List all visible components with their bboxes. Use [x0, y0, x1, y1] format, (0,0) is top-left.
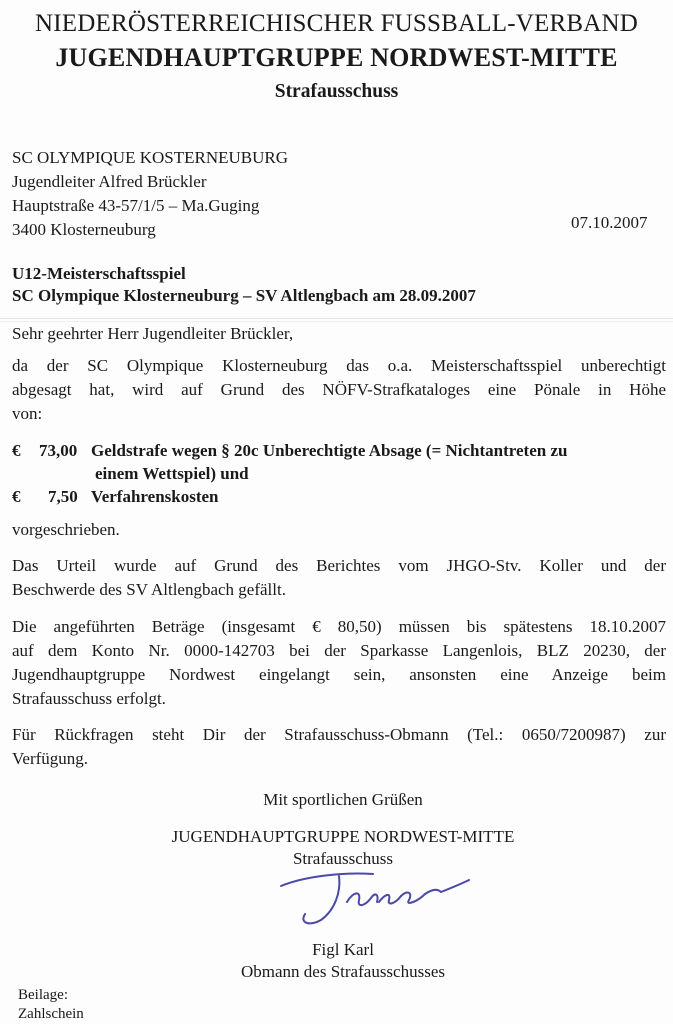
enclosure-label: Beilage:	[18, 987, 68, 1003]
text-line: auf dem Konto Nr. 0000-142703 bei der Sparkasse Langenlois, BLZ 20230, der	[12, 641, 666, 660]
fine-amount: 73,00	[39, 441, 78, 460]
signatory-name: Figl Karl	[312, 940, 374, 959]
recipient-line: Jugendleiter Alfred Brückler	[12, 172, 207, 191]
text-line: Strafausschuss erfolgt.	[12, 689, 166, 708]
header-association: NIEDERÖSTERREICHISCHER FUSSBALL-VERBAND	[35, 10, 638, 37]
closing-greeting: Mit sportlichen Grüßen	[263, 790, 423, 809]
text-line: Jugendhauptgruppe Nordwest eingelangt sein, ansonsten eine Anzeige beim	[12, 665, 666, 684]
fine-description: Geldstrafe wegen § 20c Unberechtigte Absage (= Nichtantreten zu	[91, 441, 568, 460]
text-line: Die angeführten Beträge (insgesamt € 80,50) müssen bis spätestens 18.10.2007	[12, 617, 666, 636]
closing-department: Strafausschuss	[292, 849, 394, 868]
enclosure-item: Zahlschein	[18, 1006, 84, 1022]
fold-line	[0, 321, 673, 322]
signature	[275, 862, 475, 932]
text-line: Das Urteil wurde auf Grund des Berichtes vom JHGO-Stv. Koller und der	[12, 556, 666, 575]
header-committee: Strafausschuss	[274, 81, 399, 102]
subject-line: U12-Meisterschaftsspiel	[12, 264, 186, 283]
fee-description: Verfahrenskosten	[91, 487, 219, 506]
closing-organisation: JUGENDHAUPTGRUPPE NORDWEST-MITTE	[171, 827, 515, 846]
text-line: Verfügung.	[12, 749, 89, 768]
letter-date: 07.10.2007	[571, 213, 648, 232]
recipient-line: SC OLYMPIQUE KOSTERNEUBURG	[12, 148, 288, 167]
recipient-line: 3400 Klosterneuburg	[12, 220, 156, 239]
text-line: Für Rückfragen steht Dir der Strafausschuss-Obmann (Tel.: 0650/7200987) zur	[12, 725, 666, 744]
text-line: abgesagt hat, wird auf Grund des NÖFV-Strafkataloges eine Pönale in Höhe	[12, 380, 666, 399]
currency-symbol: €	[12, 487, 21, 506]
fee-amount: 7,50	[48, 487, 78, 506]
text-line: da der SC Olympique Klosterneuburg das o.a. Meisterschaftsspiel unberechtigt	[12, 356, 666, 375]
subject-line: SC Olympique Klosterneuburg – SV Altlengbach am 28.09.2007	[12, 286, 476, 305]
fold-line	[0, 318, 673, 319]
recipient-line: Hauptstraße 43-57/1/5 – Ma.Guging	[12, 196, 260, 215]
text-line: Beschwerde des SV Altlengbach gefällt.	[12, 580, 286, 599]
text-line: vorgeschrieben.	[12, 520, 120, 539]
salutation: Sehr geehrter Herr Jugendleiter Brückler,	[12, 324, 294, 343]
currency-symbol: €	[12, 441, 21, 460]
signatory-title: Obmann des Strafausschusses	[241, 962, 445, 981]
text-line: von:	[12, 404, 43, 423]
header-group: JUGENDHAUPTGRUPPE NORDWEST-MITTE	[55, 43, 618, 72]
fine-description: einem Wettspiel) und	[95, 464, 249, 483]
